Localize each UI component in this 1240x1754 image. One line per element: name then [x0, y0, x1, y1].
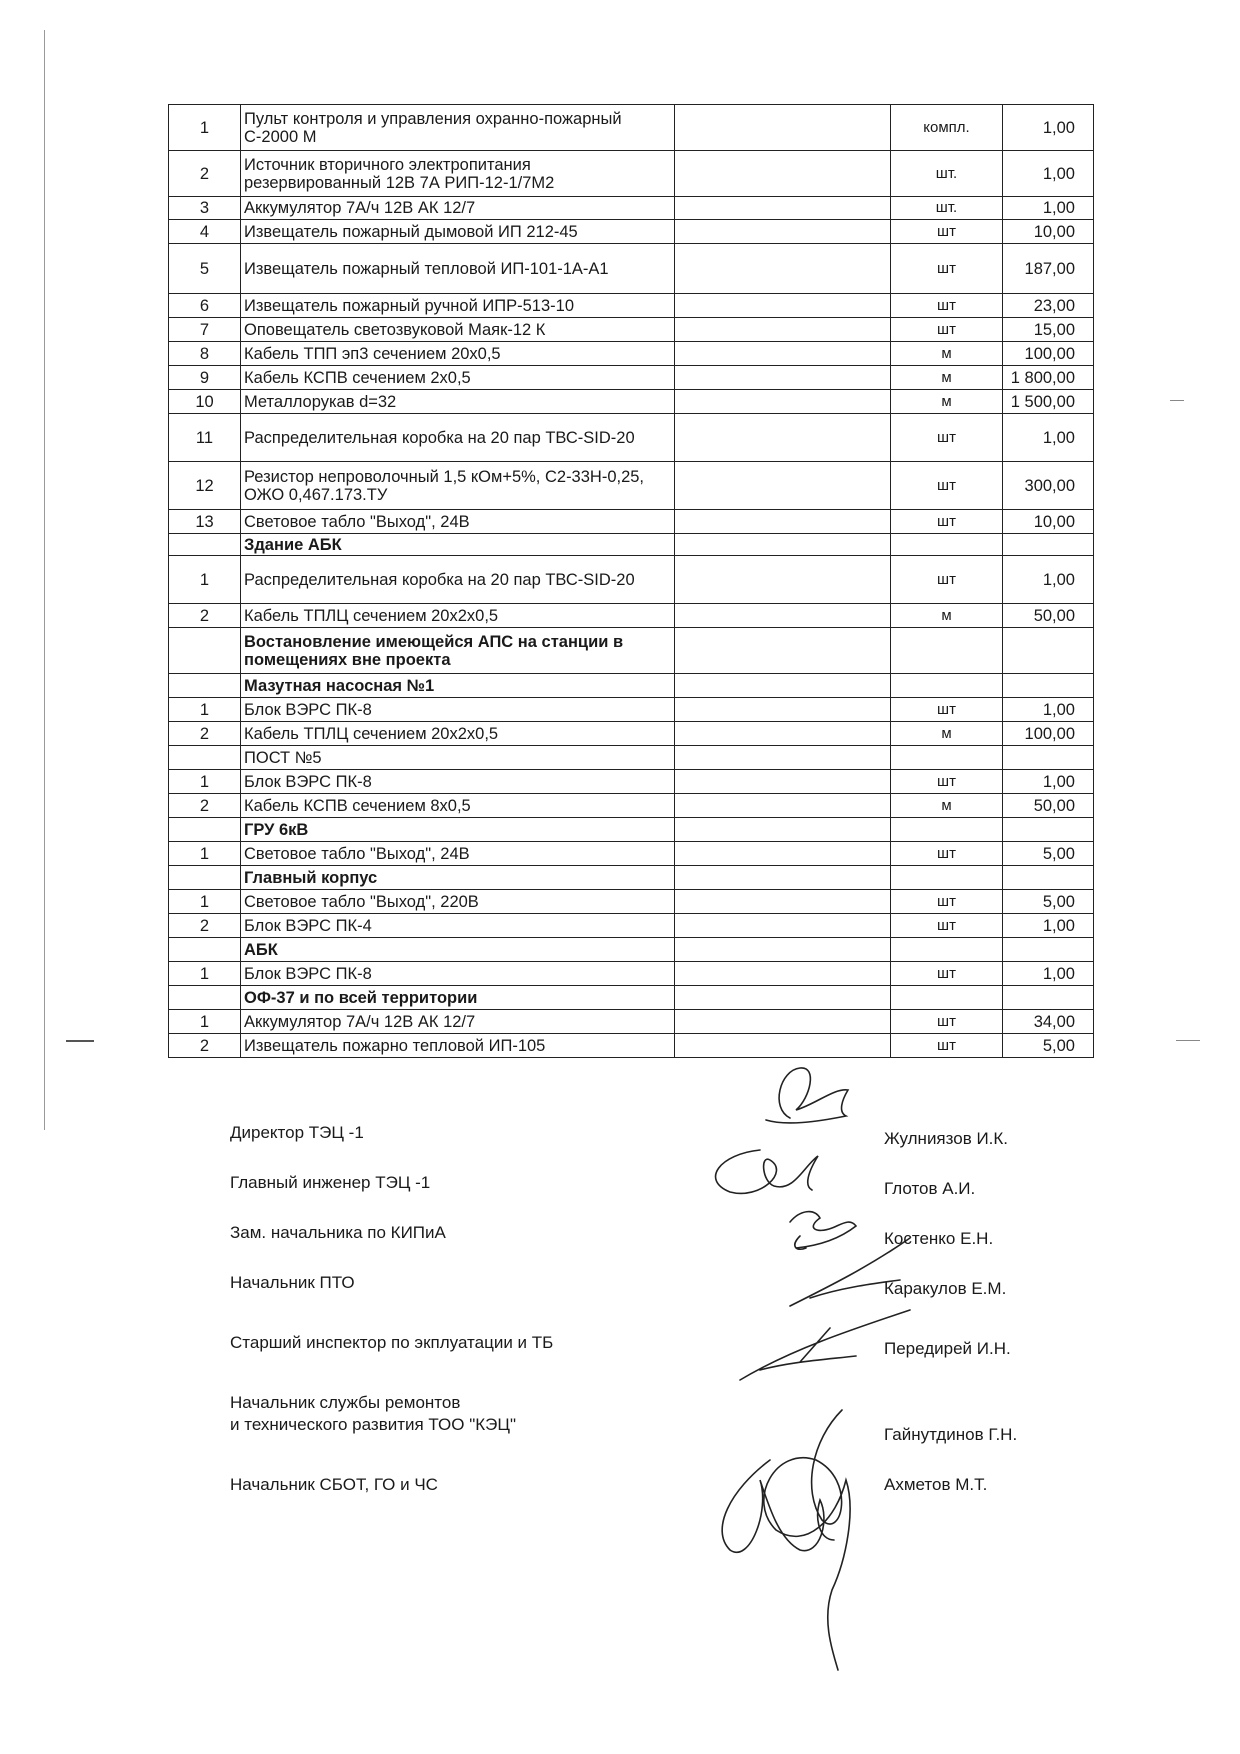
unit-cell	[891, 534, 1003, 556]
item-name-cell: Оповещатель светозвуковой Маяк-12 К	[241, 318, 675, 342]
quantity-cell: 23,00	[1003, 294, 1094, 318]
empty-cell	[675, 342, 891, 366]
section-header-row	[169, 628, 1094, 674]
unit-cell: шт	[891, 914, 1003, 938]
item-name-cell: Блок ВЭРС ПК-8	[241, 962, 675, 986]
empty-cell	[675, 197, 891, 220]
unit-cell: м	[891, 604, 1003, 628]
unit-cell	[891, 818, 1003, 842]
item-name-cell: Кабель ТПЛЦ сечением 20х2х0,5	[241, 722, 675, 746]
table-row	[169, 294, 1094, 318]
row-number-cell: 11	[169, 414, 241, 462]
row-number-cell	[169, 534, 241, 556]
row-number-cell: 6	[169, 294, 241, 318]
quantity-cell: 50,00	[1003, 604, 1094, 628]
table-row	[169, 794, 1094, 818]
signatory-name: Передирей И.Н.	[884, 1339, 1011, 1358]
table-row	[169, 842, 1094, 866]
unit-cell: м	[891, 390, 1003, 414]
row-number-cell: 4	[169, 220, 241, 244]
table-row	[169, 962, 1094, 986]
unit-cell: м	[891, 366, 1003, 390]
table-row	[169, 390, 1094, 414]
unit-cell: шт	[891, 890, 1003, 914]
empty-cell	[675, 818, 891, 842]
row-number-cell: 5	[169, 244, 241, 294]
row-number-cell: 2	[169, 151, 241, 197]
unit-cell: шт	[891, 318, 1003, 342]
table-row	[169, 220, 1094, 244]
section-header-row	[169, 534, 1094, 556]
item-name-cell: Металлорукав d=32	[241, 390, 675, 414]
table-row	[169, 414, 1094, 462]
table-row	[169, 770, 1094, 794]
empty-cell	[675, 938, 891, 962]
table-row	[169, 151, 1094, 197]
quantity-cell: 1,00	[1003, 770, 1094, 794]
quantity-cell: 15,00	[1003, 318, 1094, 342]
row-number-cell	[169, 818, 241, 842]
table-row	[169, 698, 1094, 722]
signatory-position: Зам. начальника по КИПиА	[230, 1223, 446, 1242]
empty-cell	[675, 105, 891, 151]
unit-cell: шт	[891, 294, 1003, 318]
item-name-cell: Кабель КСПВ сечением 2х0,5	[241, 366, 675, 390]
unit-cell: шт	[891, 1010, 1003, 1034]
empty-cell	[675, 462, 891, 510]
quantity-cell	[1003, 746, 1094, 770]
item-name-cell: ОФ-37 и по всей территории	[241, 986, 675, 1010]
unit-cell: шт.	[891, 151, 1003, 197]
table-row	[169, 914, 1094, 938]
row-number-cell: 1	[169, 698, 241, 722]
table-row	[169, 722, 1094, 746]
quantity-cell: 1,00	[1003, 556, 1094, 604]
item-name-cell: Пульт контроля и управления охранно-пожарный С-2000 М	[241, 105, 675, 151]
section-header-row	[169, 818, 1094, 842]
table-row	[169, 197, 1094, 220]
quantity-cell: 1,00	[1003, 197, 1094, 220]
quantity-cell: 10,00	[1003, 510, 1094, 534]
row-number-cell	[169, 674, 241, 698]
unit-cell	[891, 866, 1003, 890]
scan-edge-mark	[1176, 1040, 1200, 1041]
signature-gainutdinov	[764, 1410, 850, 1670]
signatory-position: Директор ТЭЦ -1	[230, 1123, 364, 1142]
unit-cell: компл.	[891, 105, 1003, 151]
unit-cell: шт	[891, 220, 1003, 244]
scan-edge-mark	[1170, 400, 1184, 401]
item-name-cell: Источник вторичного электропитания резервированный 12В 7А РИП-12-1/7М2	[241, 151, 675, 197]
quantity-cell	[1003, 534, 1094, 556]
signatory-position: Начальник ПТО	[230, 1273, 355, 1292]
quantity-cell	[1003, 818, 1094, 842]
quantity-cell	[1003, 674, 1094, 698]
quantity-cell: 5,00	[1003, 890, 1094, 914]
quantity-cell: 1,00	[1003, 414, 1094, 462]
quantity-cell: 5,00	[1003, 1034, 1094, 1058]
item-name-cell: Световое табло "Выход", 220В	[241, 890, 675, 914]
scan-margin-line	[44, 30, 45, 1130]
specification-table-body	[169, 105, 1094, 1058]
row-number-cell: 3	[169, 197, 241, 220]
quantity-cell: 100,00	[1003, 722, 1094, 746]
unit-cell: шт	[891, 842, 1003, 866]
item-name-cell: Кабель КСПВ сечением 8х0,5	[241, 794, 675, 818]
empty-cell	[675, 366, 891, 390]
item-name-cell: Главный корпус	[241, 866, 675, 890]
table-row	[169, 244, 1094, 294]
empty-cell	[675, 746, 891, 770]
item-name-cell: Извещатель пожарный ручной ИПР-513-10	[241, 294, 675, 318]
row-number-cell: 1	[169, 962, 241, 986]
unit-cell: м	[891, 342, 1003, 366]
unit-cell: шт	[891, 556, 1003, 604]
empty-cell	[675, 294, 891, 318]
unit-cell	[891, 746, 1003, 770]
row-number-cell: 2	[169, 722, 241, 746]
quantity-cell: 187,00	[1003, 244, 1094, 294]
row-number-cell: 1	[169, 556, 241, 604]
item-name-cell: Извещатель пожарный тепловой ИП-101-1А-А1	[241, 244, 675, 294]
item-name-cell: Здание АБК	[241, 534, 675, 556]
quantity-cell: 300,00	[1003, 462, 1094, 510]
quantity-cell	[1003, 866, 1094, 890]
row-number-cell: 1	[169, 1010, 241, 1034]
signatory-name: Ахметов М.Т.	[884, 1475, 988, 1494]
signatory-position: Главный инженер ТЭЦ -1	[230, 1173, 431, 1192]
unit-cell	[891, 938, 1003, 962]
unit-cell: шт	[891, 462, 1003, 510]
quantity-cell: 1,00	[1003, 698, 1094, 722]
unit-cell: шт	[891, 510, 1003, 534]
unit-cell: шт	[891, 414, 1003, 462]
row-number-cell: 9	[169, 366, 241, 390]
empty-cell	[675, 1034, 891, 1058]
unit-cell: м	[891, 794, 1003, 818]
table-row	[169, 462, 1094, 510]
empty-cell	[675, 986, 891, 1010]
row-number-cell: 1	[169, 842, 241, 866]
table-row	[169, 556, 1094, 604]
item-name-cell: Световое табло "Выход", 24В	[241, 842, 675, 866]
empty-cell	[675, 1010, 891, 1034]
quantity-cell: 1,00	[1003, 151, 1094, 197]
quantity-cell: 1,00	[1003, 962, 1094, 986]
empty-cell	[675, 151, 891, 197]
quantity-cell: 10,00	[1003, 220, 1094, 244]
signature-akhmetov	[722, 1460, 834, 1552]
specification-table	[168, 104, 1094, 1058]
empty-cell	[675, 914, 891, 938]
row-number-cell: 2	[169, 604, 241, 628]
signatory-name: Костенко Е.Н.	[884, 1229, 994, 1248]
item-name-cell: ПОСТ №5	[241, 746, 675, 770]
table-row	[169, 1010, 1094, 1034]
quantity-cell: 34,00	[1003, 1010, 1094, 1034]
signature-peredirey	[740, 1310, 910, 1380]
unit-cell: шт.	[891, 197, 1003, 220]
section-header-row	[169, 866, 1094, 890]
row-number-cell: 2	[169, 1034, 241, 1058]
unit-cell	[891, 986, 1003, 1010]
item-name-cell: Блок ВЭРС ПК-4	[241, 914, 675, 938]
empty-cell	[675, 390, 891, 414]
row-number-cell: 2	[169, 914, 241, 938]
empty-cell	[675, 534, 891, 556]
empty-cell	[675, 674, 891, 698]
empty-cell	[675, 220, 891, 244]
item-name-cell: ГРУ 6кВ	[241, 818, 675, 842]
item-name-cell: Извещатель пожарный дымовой ИП 212-45	[241, 220, 675, 244]
item-name-cell: Блок ВЭРС ПК-8	[241, 698, 675, 722]
signatory-name: Каракулов Е.М.	[884, 1279, 1007, 1298]
empty-cell	[675, 770, 891, 794]
item-name-cell: Востановление имеющейся АПС на станции в помещениях вне проекта	[241, 628, 675, 674]
unit-cell	[891, 674, 1003, 698]
quantity-cell: 1,00	[1003, 914, 1094, 938]
row-number-cell: 7	[169, 318, 241, 342]
empty-cell	[675, 628, 891, 674]
row-number-cell	[169, 746, 241, 770]
quantity-cell	[1003, 986, 1094, 1010]
unit-cell: м	[891, 722, 1003, 746]
row-number-cell: 13	[169, 510, 241, 534]
signatory-name: Жулниязов И.К.	[884, 1129, 1009, 1148]
table-row	[169, 746, 1094, 770]
quantity-cell: 50,00	[1003, 794, 1094, 818]
signatory-name: Глотов А.И.	[884, 1179, 976, 1198]
empty-cell	[675, 244, 891, 294]
row-number-cell	[169, 866, 241, 890]
quantity-cell: 5,00	[1003, 842, 1094, 866]
empty-cell	[675, 698, 891, 722]
item-name-cell: Блок ВЭРС ПК-8	[241, 770, 675, 794]
table-row	[169, 366, 1094, 390]
signatory-position: Начальник СБОТ, ГО и ЧС	[230, 1475, 438, 1494]
row-number-cell	[169, 986, 241, 1010]
empty-cell	[675, 414, 891, 462]
signature-karakulov	[790, 1238, 910, 1306]
section-header-row	[169, 986, 1094, 1010]
quantity-cell	[1003, 628, 1094, 674]
row-number-cell	[169, 938, 241, 962]
section-header-row	[169, 938, 1094, 962]
row-number-cell	[169, 628, 241, 674]
item-name-cell: Резистор непроволочный 1,5 кОм+5%, С2-33Н-0,25, ОЖО 0,467.173.ТУ	[241, 462, 675, 510]
table-row	[169, 318, 1094, 342]
item-name-cell: Кабель ТПЛЦ сечением 20х2х0,5	[241, 604, 675, 628]
empty-cell	[675, 866, 891, 890]
item-name-cell: АБК	[241, 938, 675, 962]
empty-cell	[675, 318, 891, 342]
signatory-name: Гайнутдинов Г.Н.	[884, 1425, 1018, 1444]
empty-cell	[675, 890, 891, 914]
item-name-cell: Мазутная насосная №1	[241, 674, 675, 698]
row-number-cell: 2	[169, 794, 241, 818]
table-row	[169, 604, 1094, 628]
quantity-cell	[1003, 938, 1094, 962]
item-name-cell: Аккумулятор 7А/ч 12В АК 12/7	[241, 197, 675, 220]
scan-edge-mark	[66, 1040, 94, 1042]
empty-cell	[675, 604, 891, 628]
item-name-cell: Кабель ТПП эп3 сечением 20х0,5	[241, 342, 675, 366]
signature-zhulniyazov	[766, 1068, 848, 1123]
row-number-cell: 1	[169, 890, 241, 914]
row-number-cell: 12	[169, 462, 241, 510]
row-number-cell: 1	[169, 770, 241, 794]
table-row	[169, 510, 1094, 534]
table-row	[169, 1034, 1094, 1058]
empty-cell	[675, 842, 891, 866]
item-name-cell: Световое табло "Выход", 24В	[241, 510, 675, 534]
unit-cell: шт	[891, 244, 1003, 294]
unit-cell	[891, 628, 1003, 674]
item-name-cell: Извещатель пожарно тепловой ИП-105	[241, 1034, 675, 1058]
section-header-row	[169, 674, 1094, 698]
empty-cell	[675, 510, 891, 534]
empty-cell	[675, 794, 891, 818]
empty-cell	[675, 962, 891, 986]
row-number-cell: 1	[169, 105, 241, 151]
table-row	[169, 342, 1094, 366]
signature-kostenko	[790, 1212, 856, 1250]
row-number-cell: 10	[169, 390, 241, 414]
item-name-cell: Аккумулятор 7А/ч 12В АК 12/7	[241, 1010, 675, 1034]
table-row	[169, 890, 1094, 914]
unit-cell: шт	[891, 698, 1003, 722]
quantity-cell: 1,00	[1003, 105, 1094, 151]
quantity-cell: 1 500,00	[1003, 390, 1094, 414]
empty-cell	[675, 722, 891, 746]
unit-cell: шт	[891, 962, 1003, 986]
quantity-cell: 1 800,00	[1003, 366, 1094, 390]
unit-cell: шт	[891, 770, 1003, 794]
item-name-cell: Распределительная коробка на 20 пар ТВС-SID-20	[241, 556, 675, 604]
unit-cell: шт	[891, 1034, 1003, 1058]
signatory-position: Старший инспектор по экплуатации и ТБ	[230, 1333, 554, 1352]
row-number-cell: 8	[169, 342, 241, 366]
empty-cell	[675, 556, 891, 604]
signatory-position: Начальник службы ремонтов и технического развития ТОО "КЭЦ"	[230, 1393, 516, 1434]
quantity-cell: 100,00	[1003, 342, 1094, 366]
table-row	[169, 105, 1094, 151]
signature-glotov	[716, 1150, 818, 1193]
item-name-cell: Распределительная коробка на 20 пар ТВС-SID-20	[241, 414, 675, 462]
